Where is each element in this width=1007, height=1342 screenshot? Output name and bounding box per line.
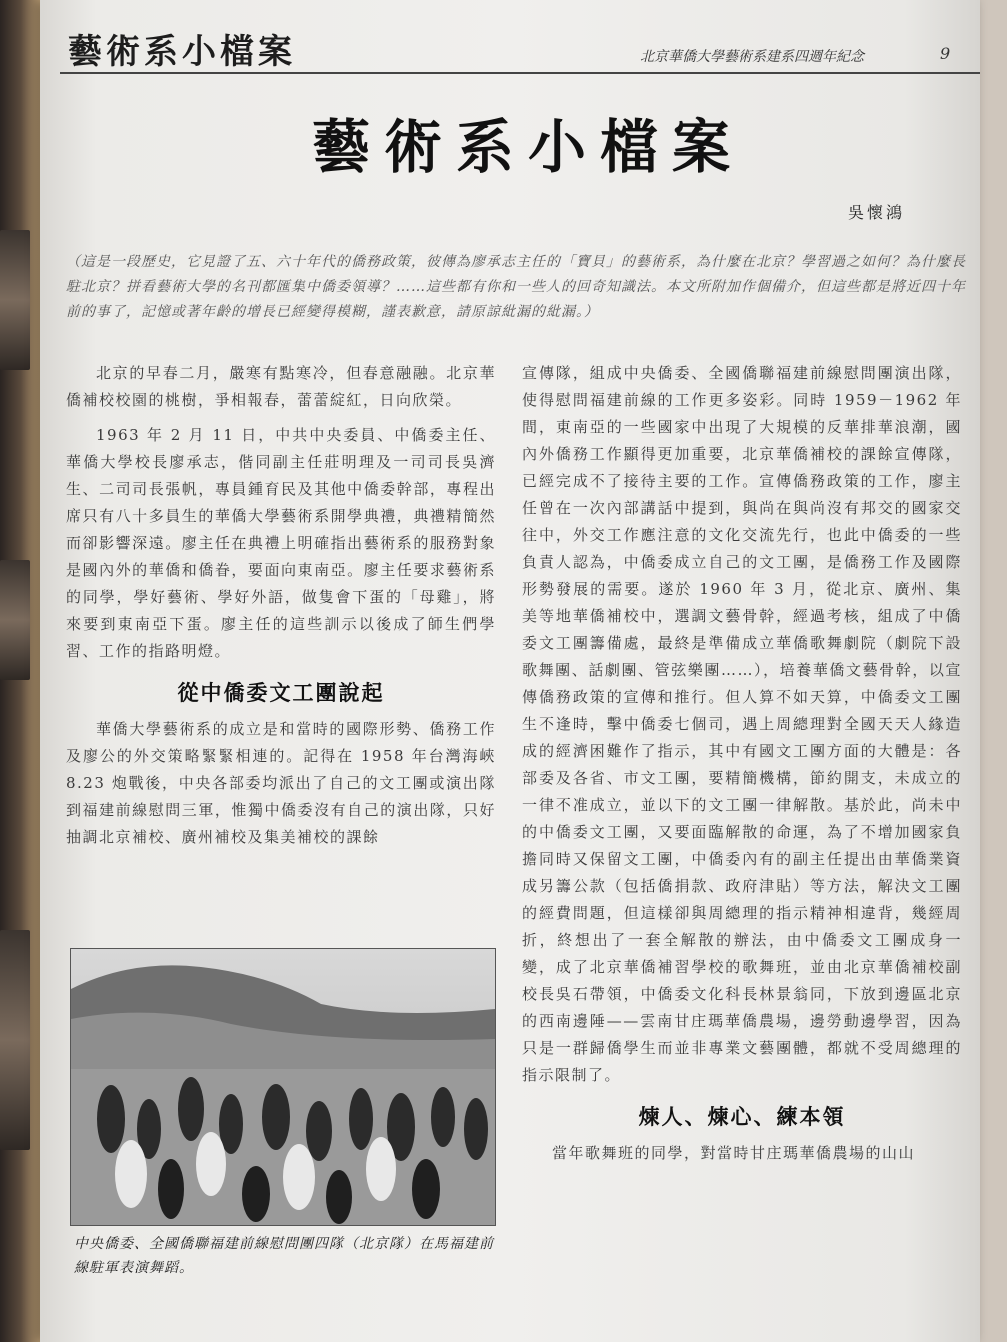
header-subtitle: 北京華僑大學藝術系建系四週年紀念 — [640, 49, 864, 65]
magazine-page — [40, 0, 980, 1342]
adjacent-page-photo — [0, 930, 30, 1150]
section-heading: 從中僑委文工團說起 — [177, 680, 385, 705]
paragraph: 北京的早春二月，嚴寒有點寒冷，但春意融融。北京華僑補校校園的桃樹，爭相報春，蕾蕾綻紅，日向欣榮。 — [66, 364, 496, 409]
header-rule — [60, 72, 980, 74]
adjacent-page-photo — [0, 560, 30, 680]
page-number: 9 — [940, 44, 951, 63]
adjacent-page-photo — [0, 230, 30, 370]
left-column — [66, 360, 496, 859]
section-heading: 煉人、煉心、練本領 — [638, 1104, 846, 1129]
photo-image — [71, 949, 495, 1225]
photo-caption: 中央僑委、全國僑聯福建前線慰問團四隊（北京隊）在馬福建前線駐軍表演舞蹈。 — [74, 1236, 494, 1276]
author-name: 吳懷鴻 — [848, 203, 906, 222]
article-title: 藝術系小檔案 — [311, 113, 744, 181]
paragraph: 1963 年 2 月 11 日，中共中央委員、中僑委主任、華僑大學校長廖承志，偕同副主任莊明理及一司司長吳濟生、二司司長張帆，專員鍾育民及其他中僑委幹部，專程出席只有八十多員生的華僑大學藝術系開學典禮，典禮精簡然而卻影響深遠。廖主任在典禮上明確指出藝術系的服務對象是國內外的華僑和僑眷，要面向東南亞。廖主任要求藝術系的同學，學好藝術、學好外語，做隻會下蛋的「母雞」，將來要到東南亞下蛋。廖主任的這些訓示以後成了師生們學習、工作的指路明燈。 — [66, 426, 496, 660]
running-head: 藝術系小檔案 — [68, 32, 296, 72]
intro-paragraph: （這是一段歷史，它見證了五、六十年代的僑務政策，彼傳為廖承志主任的「寶貝」的藝術系，為什麼在北京？學習過之如何？為什麼長駐北京？拼看藝術大學的名刊都匯集中僑委領導？……這些都有你和一些人的回奇知識法。本文所附加作個備介，但這些都是將近四十年前的事了，記憶或著年齡的增長已經變得模糊，謹表歉意，請原諒紕漏的紕漏。） — [66, 254, 966, 320]
photo-dance-performance — [70, 948, 496, 1226]
paragraph: 當年歌舞班的同學，對當時甘庄瑪華僑農場的山山 — [552, 1144, 916, 1162]
paragraph: 華僑大學藝術系的成立是和當時的國際形勢、僑務工作及廖公的外交策略緊緊相連的。記得在 1958 年台灣海峽 8.23 炮戰後，中央各部委均派出了自己的文工團或演出隊到福建前線慰問三軍，惟獨中僑委沒有自己的演出隊，只好抽調北京補校、廣州補校及集美補校的課餘 — [66, 720, 496, 846]
right-column — [522, 360, 962, 1175]
paragraph: 宣傳隊，組成中央僑委、全國僑聯福建前線慰問團演出隊，使得慰問福建前線的工作更多姿彩。同時 1959－1962 年間，東南亞的一些國家中出現了大規模的反華排華浪潮，國內外僑務工作顯得更加重要，北京華僑補校的課餘宣傳隊，已經完成不了接待主要的工作。宣傳僑務政策的工作，廖主任曾在一次內部講話中提到，與尚在與尚沒有邦交的國家交往中，外交工作應注意的文化交流先行，也此中僑委的一些負責人認為，中僑委成立自己的文工團，是僑務工作及國際形勢發展的需要。遂於 1960 年 3 月，從北京、廣州、集美等地華僑補校中，選調文藝骨幹，經過考核，組成了中僑委文工團籌備處，最終是準備成立華僑歌舞劇院（劇院下設歌舞團、話劇團、管弦樂團……），培養華僑文藝骨幹，以宣傳僑務政策的宣傳和推行。但人算不如天算，中僑委文工團生不逢時，擊中僑委七個司，遇上周總理對全國天天人緣造成的經濟困難作了指示，其中有國文工團方面的大體是：各部委及各省、市文工團，要精簡機構，節約開支，未成立的一律不准成立，並以下的文工團一律解散。基於此，尚未中的中僑委文工團，又要面臨解散的命運，為了不增加國家負擔同時又保留文工團，中僑委內有的副主任提出由華僑業資成另籌公款（包括僑捐款、政府津貼）等方法，解決文工團的經費問題，但這樣卻與周總理的指示精神相違背，幾經周折，終想出了一套全解散的辦法，由中僑委文工團成身一變，成了北京華僑補習學校的歌舞班，並由北京華僑補校副校長吳石帶領，中僑委文化科長林景翁同，下放到邊區北京的西南邊陲——雲南甘庄瑪華僑農場，邊勞動邊學習，因為只是一群歸僑學生而並非專業文藝團體，都就不受周總理的指示限制了。 — [522, 364, 962, 1084]
